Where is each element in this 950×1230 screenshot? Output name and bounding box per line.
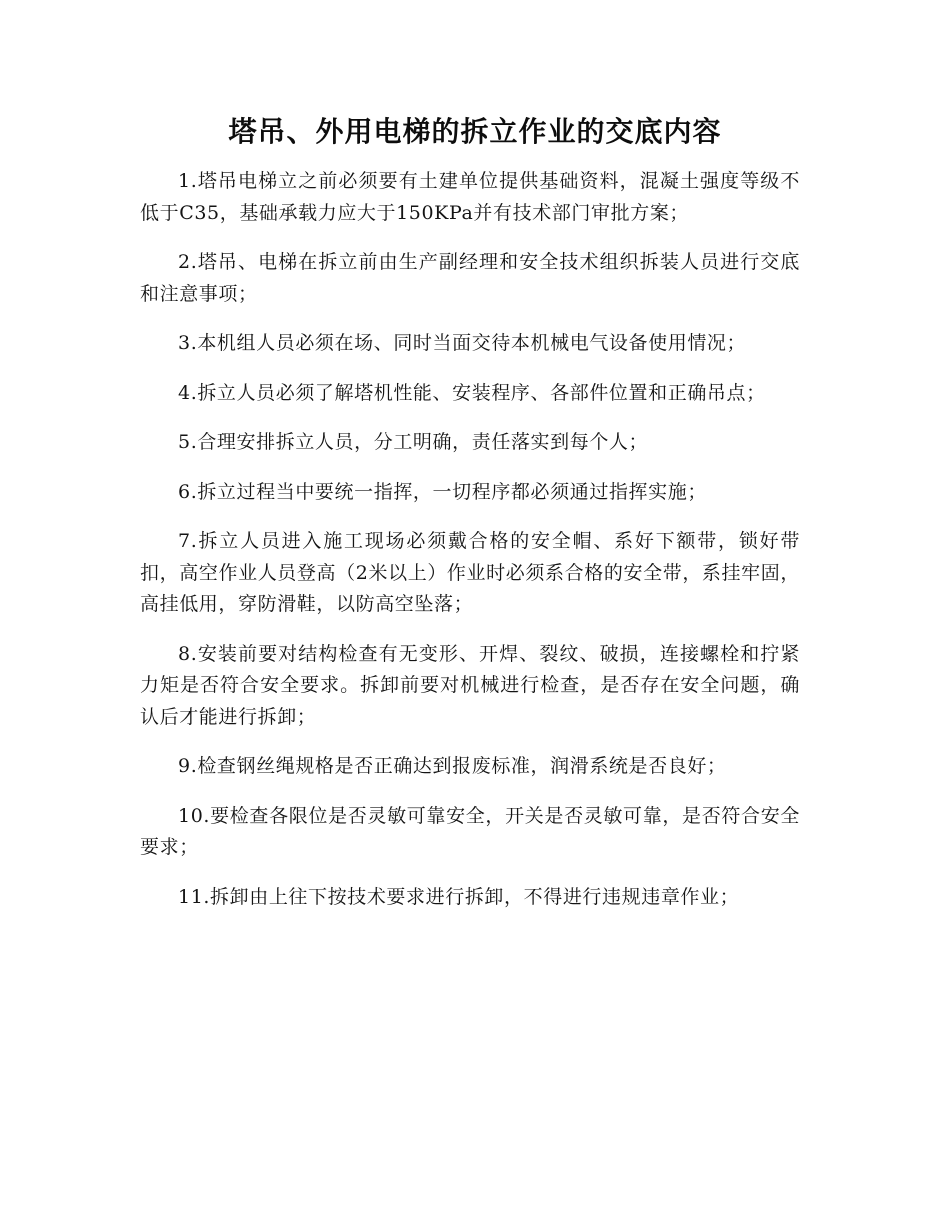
paragraph-11: 11.拆卸由上往下按技术要求进行拆卸，不得进行违规违章作业； bbox=[178, 885, 740, 908]
paragraph-5: 5.合理安排拆立人员，分工明确，责任落实到每个人； bbox=[178, 431, 649, 453]
paragraph-9: 9.检查钢丝绳规格是否正确达到报废标准，润滑系统是否良好； bbox=[178, 755, 727, 777]
paragraph-3: 3.本机组人员必须在场、同时当面交待本机械电气设备使用情况； bbox=[178, 332, 747, 354]
page-title: 塔吊、外用电梯的拆立作业的交底内容 bbox=[228, 115, 722, 148]
paragraph-8: 8.安装前要对结构检查有无变形、开焊、裂纹、破损，连接螺栓和拧紧力矩是否符合安全要求。拆卸前要对机械进行检查，是否存在安全问题，确认后才能进行拆卸； bbox=[140, 642, 800, 728]
paragraph-1: 1.塔吊电梯立之前必须要有土建单位提供基础资料，混凝土强度等级不低于C35，基础承载力应大于150KPa并有技术部门审批方案； bbox=[140, 170, 800, 224]
paragraph-10: 10.要检查各限位是否灵敏可靠安全，开关是否灵敏可靠，是否符合安全要求； bbox=[140, 804, 800, 858]
document-body bbox=[140, 166, 800, 931]
paragraph-4: 4.拆立人员必须了解塔机性能、安装程序、各部件位置和正确吊点； bbox=[178, 381, 766, 404]
paragraph-2: 2.塔吊、电梯在拆立前由生产副经理和安全技术组织拆装人员进行交底和注意事项； bbox=[140, 251, 800, 305]
paragraph-7: 7.拆立人员进入施工现场必须戴合格的安全帽、系好下额带，锁好带扣，高空作业人员登高（2米以上）作业时必须系合格的安全带，系挂牢固，高挂低用，穿防滑鞋，以防高空坠落； bbox=[140, 530, 800, 615]
paragraph-6: 6.拆立过程当中要统一指挥，一切程序都必须通过指挥实施； bbox=[178, 480, 707, 503]
